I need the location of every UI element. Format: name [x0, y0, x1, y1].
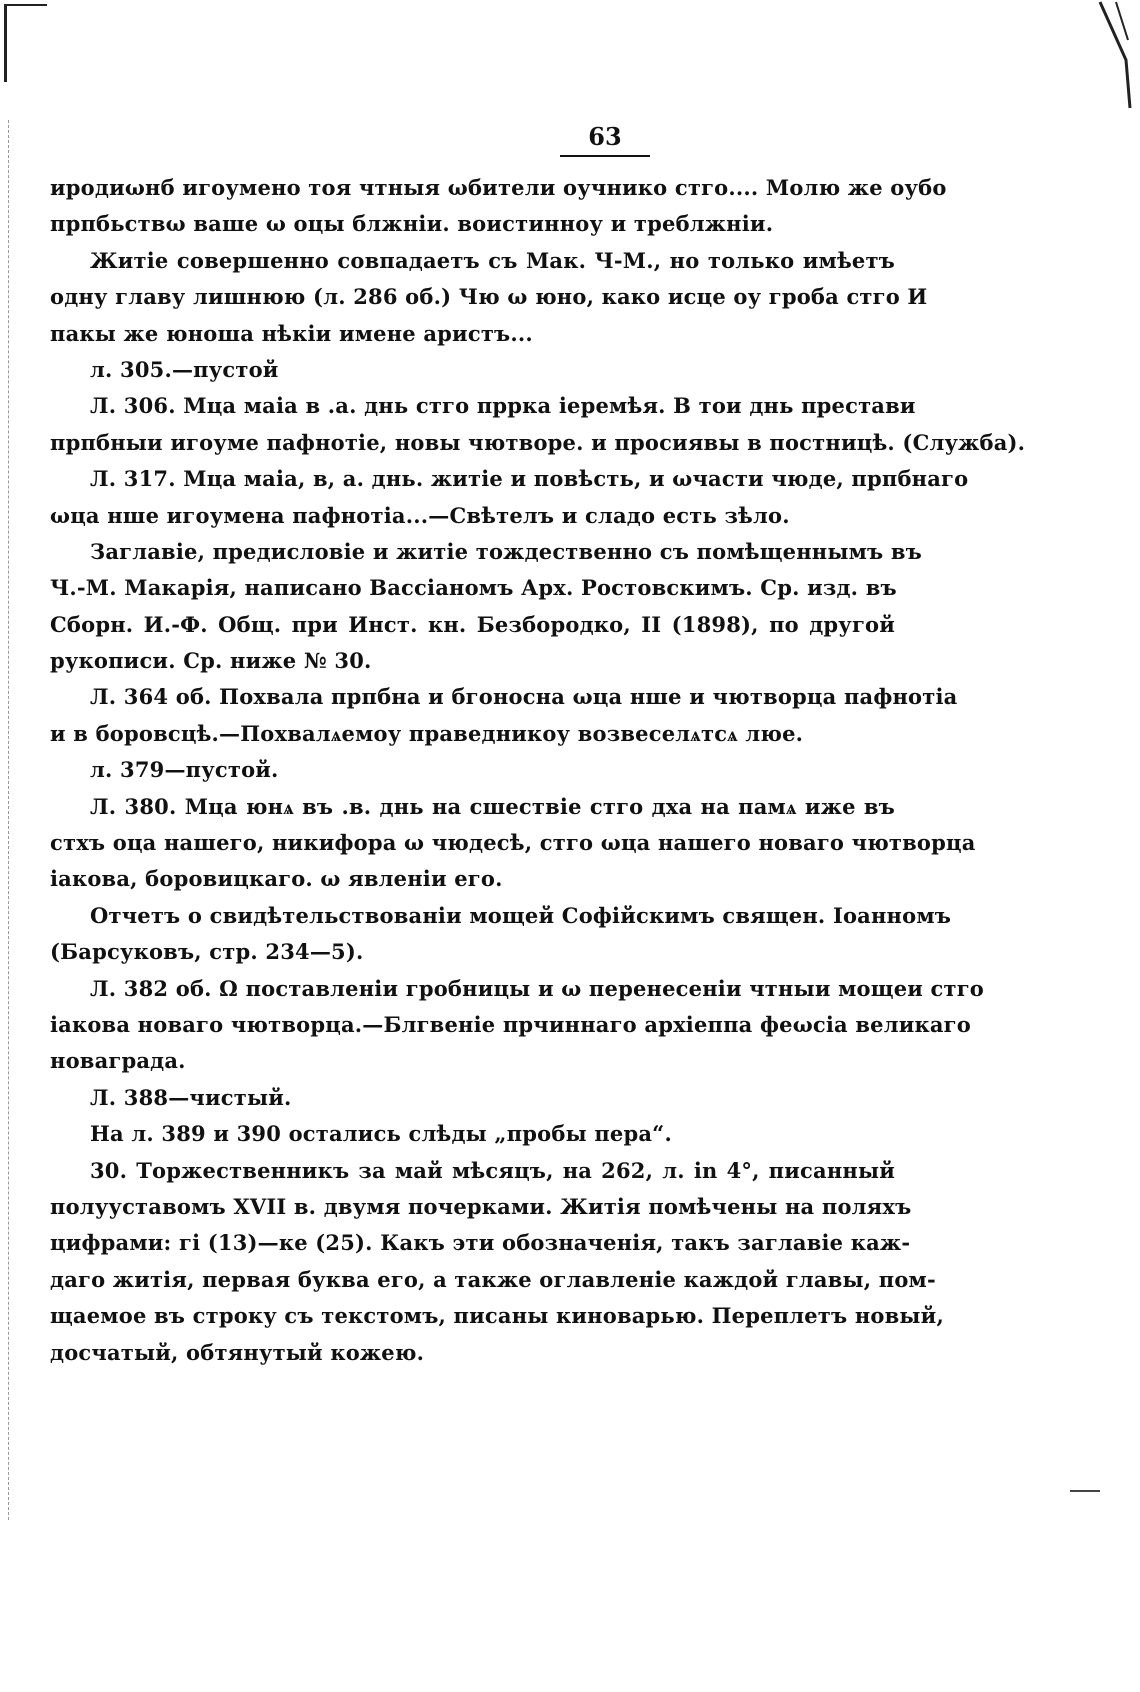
text-line: л. 305.—пустой [90, 356, 279, 382]
text-line: 30. Торжественникъ за май мѣсяцъ, на 262, л. in 4°, писанный [90, 1157, 895, 1183]
text-line: (Барсуковъ, стр. 234—5). [50, 939, 364, 965]
text-line: Заглавiе, предисловiе и житiе тождественно съ помѣщеннымъ въ [90, 538, 922, 564]
text-line: Л. 317. Мца маiа, в, а. днь. житiе и повѣсть, и ωчасти чюде, прпбнаго [90, 466, 969, 492]
text-line: прпбьствω ваше ω оцы блжнiи. воистиннοу и треблжнiи. [50, 211, 774, 237]
text-line: иродиωнб игоумено тоя чтныя ωбители оучнико стго.... Молю же оубо [50, 175, 947, 200]
scan-edge-mark [1096, 0, 1136, 110]
text-line: полууставомъ XVII в. двумя почерками. Житiя помѣчены на поляхъ [50, 1193, 912, 1219]
text-line: л. 379—пустой. [90, 757, 279, 783]
text-line: Житiе совершенно совпадаетъ съ Мак. Ч-М., но только имѣетъ [90, 247, 895, 273]
text-line: Л. 380. Мца юнѧ въ .в. днь на сшествiе стго дха на памѧ иже въ [90, 793, 895, 819]
text-line: даго житiя, первая буква его, а также оглавленiе каждой главы, пом- [50, 1266, 936, 1292]
text-line: Л. 364 об. Похвала прпбна и бгоносна ωца нше и чютворца пафнотiа [90, 684, 958, 710]
text-line: iакова новаго чютворца.—Блгвенiе прчиннаго архiеппа феωсiа великаго [50, 1011, 971, 1037]
text-line: Ч.-М. Макарiя, написано Вассiаномъ Арх. Ростовскимъ. Ср. изд. въ [50, 575, 897, 601]
body-text [50, 170, 1026, 1371]
page-number [0, 122, 1140, 157]
text-line: новаграда. [50, 1048, 186, 1074]
text-line: щаемое въ строку съ текстомъ, писаны киноварью. Переплетъ новый, [50, 1303, 944, 1329]
text-line: и в боровсцѣ.—Похвалѧемоу праведникоу возвеселѧтсѧ люе. [50, 720, 804, 746]
text-line: Сборн. И.-Ф. Общ. при Инст. кн. Безбородко, II (1898), по другой [50, 611, 895, 637]
text-line: На л. 389 и 390 остались слѣды „пробы пера“. [90, 1121, 672, 1147]
margin-line [8, 120, 9, 1520]
text-line: ωца нше игоумена пафнотiа...—Свѣтелъ и сладо есть зѣло. [50, 502, 790, 528]
text-line: одну главу лишнюю (л. 286 об.) Чю ω юно, како исце оу гроба стго И [50, 284, 928, 310]
text-line: досчатый, обтянутый кожею. [50, 1339, 425, 1365]
text-line: стхъ оца нашего, никифора ω чюдесѣ, стго ωца нашего новаго чютворца [50, 830, 976, 856]
text-line: Л. 382 об. Ω поставленiи гробницы и ω перенесенiи чтныи мощеи стго [90, 975, 985, 1001]
text-line: рукописи. Ср. ниже № 30. [50, 648, 372, 674]
text-line: Л. 388—чистый. [90, 1084, 292, 1110]
page-number-text: 63 [560, 122, 649, 157]
text-line: прпбныи игоуме пафнотiе, новы чютворе. и просиявы в постницѣ. (Служба). [50, 429, 1026, 455]
text-line: Л. 306. Мца маia в .а. днь стго пррка iеремѣя. В тои днь престави [90, 393, 916, 419]
text-line: цифрами: гi (13)—ке (25). Какъ эти обозначенiя, такъ заглавiе каж- [50, 1230, 911, 1256]
text-line: iакова, боровицкаго. ω явленiи его. [50, 866, 503, 892]
text-line: Отчетъ о свидѣтельствованiи мощей Софiйскимъ священ. Iоанномъ [90, 902, 952, 928]
footer-mark [1070, 1490, 1100, 1492]
text-line: пакы же юноша нѣкiи имене аристъ... [50, 320, 533, 346]
scan-corner-mark [4, 4, 47, 82]
